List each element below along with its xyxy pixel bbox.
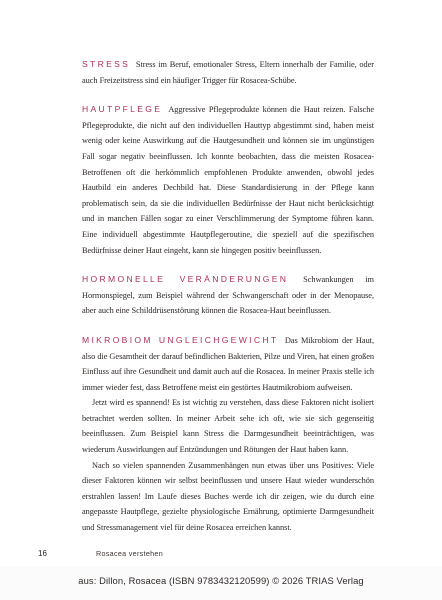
section-text: Das Mikrobiom der Haut, also die Gesamtheit der darauf befindlichen Bakterien, Pilze und Viren, hat einen großen Einfluss auf ihre Gesundheit und damit auch auf die Rosacea. In meiner Praxis stelle ich immer wieder fest, dass Betroffene meist ein gestörtes Hautmikrobiom aufweisen.	[82, 335, 374, 392]
body-paragraph: Nach so vielen spannenden Zusammenhängen nun etwas über uns Positives: Viele dieser Faktoren können wir selbst beeinflussen und unsere Haut wieder wunderschön erstrahlen lassen! Im Laufe dieses Buches werde ich dir zeigen, wie du durch eine angepasste Hautpflege, gezielte physiologische Ernährung, optimierte Darmgesundheit und Stressmanagement viel für deine Rosacea erreichen kannst.	[82, 460, 374, 533]
section-keyword: STRESS	[82, 59, 131, 69]
running-footer: Rosacea verstehen	[96, 549, 164, 558]
section-keyword: HORMONELLE VERÄNDERUNGEN	[82, 274, 289, 285]
text-column	[82, 57, 374, 536]
section-stress	[82, 57, 374, 88]
section-mikrobiom	[82, 333, 374, 395]
body-paragraph: Jetzt wird es spannend! Es ist wichtig zu verstehen, dass diese Faktoren nicht isoliert betrachtet werden sollten. In meiner Arbeit sehe ich oft, wie sie sich gegenseitig beeinflussen. Zum Beispiel kann Stress die Darmgesundheit beeinträchtigen, was wiederum Auswirkungen auf Entzündungen und Rötungen der Haut haben kann.	[82, 398, 374, 455]
page-number: 16	[38, 549, 47, 558]
section-hormonelle	[82, 272, 374, 319]
section-text: Schwankungen im Hormonspiegel, zum Beispiel während der Schwangerschaft oder in der Menopause, aber auch eine Schilddrüsenstörung können die Rosacea-Haut beeinflussen.	[82, 275, 374, 316]
section-text: Aggressive Pflegeprodukte können die Haut reizen. Falsche Pflegeprodukte, die nicht auf den individuellen Hauttyp abgestimmt sind, haben meist wenig oder keine Auswirkung auf die Hautgesundheit und können sie im ungünstigen Fall sogar negativ beeinflussen. Ich konnte beobachten, dass die meisten Rosacea-Betroffenen oft die herkömmlich empfohlenen Produkte anwenden, obwohl jedes Hautbild ein anderes Dechbild hat. Diese Standardisierung in der Pflege kann problematisch sein, da sie die individuellen Bedürfnisse der Haut nicht berücksichtigt und in manchen Fällen sogar zu einer Verschlimmerung der Symptome führen kann. Eine individuell abgestimmte Hautpflegeroutine, die speziell auf die spezifischen Bedürfnisse deiner Haut eingeht, kann sie hingegen positiv beeinflussen.	[82, 105, 375, 255]
section-keyword: HAUTPFLEGE	[82, 104, 163, 115]
section-text: Stress im Beruf, emotionaler Stress, Eltern innerhalb der Familie, oder auch Freizeitstress sind ein häufiger Trigger für Rosacea-Schübe.	[82, 60, 374, 85]
section-hautpflege	[82, 102, 374, 258]
copyright-notice: aus: Dillon, Rosacea (ISBN 9783432120599) © 2026 TRIAS Verlag	[78, 575, 364, 586]
section-keyword: MIKROBIOM UNGLEICHGEWICHT	[82, 334, 279, 345]
